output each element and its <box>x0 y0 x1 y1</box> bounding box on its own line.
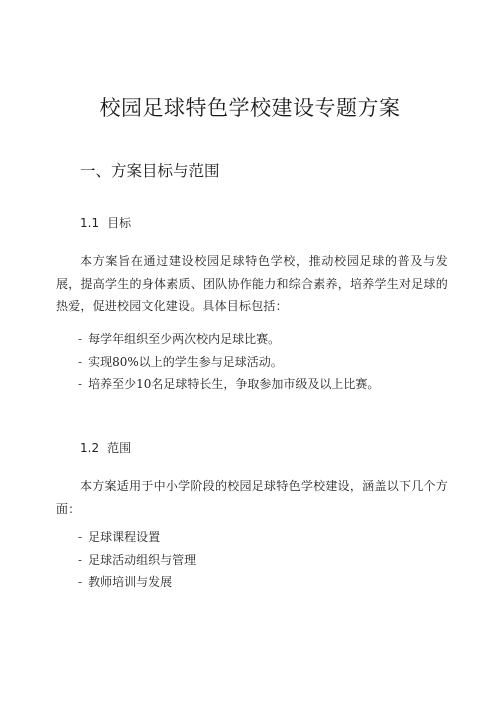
list-item-text: 培养至少10名足球特长生，争取参加市级及以上比赛。 <box>88 377 380 391</box>
subsection-title: 目标 <box>107 216 132 230</box>
section-heading-goals-scope: 一、方案目标与范围 <box>80 162 220 180</box>
bullet-dash: - <box>78 575 83 589</box>
subsection-title: 范围 <box>107 441 132 455</box>
bullet-dash: - <box>78 332 83 346</box>
bullet-dash: - <box>78 354 83 369</box>
subsection-number: 1.1 <box>80 216 100 230</box>
subsection-number: 1.2 <box>80 441 100 455</box>
list-item <box>78 571 196 594</box>
list-item-text: 足球活动组织与管理 <box>88 552 197 567</box>
list-item-text: 实现80%以上的学生参与足球活动。 <box>88 354 283 369</box>
scope-paragraph: 本方案适用于中小学阶段的校园足球特色学校建设，涵盖以下几个方面： <box>56 479 448 516</box>
list-item-text: 教师培训与发展 <box>88 575 173 589</box>
subsection-heading-goal <box>80 214 131 232</box>
goal-list <box>78 328 379 396</box>
list-item <box>78 549 196 572</box>
list-item <box>78 373 379 396</box>
list-item-text: 每学年组织至少两次校内足球比赛。 <box>88 332 281 346</box>
list-item <box>78 526 196 549</box>
subsection-heading-scope <box>80 439 131 457</box>
list-item <box>78 328 379 351</box>
scope-list <box>78 526 196 594</box>
goal-paragraph: 本方案旨在通过建设校园足球特色学校，推动校园足球的普及与发展，提高学生的身体素质、团队协作能力和综合素养，培养学生对足球的热爱，促进校园文化建设。具体目标包括： <box>56 254 448 313</box>
list-item-text: 足球课程设置 <box>88 530 161 544</box>
list-item <box>78 351 379 374</box>
bullet-dash: - <box>78 552 83 567</box>
document-title: 校园足球特色学校建设专题方案 <box>99 96 401 120</box>
bullet-dash: - <box>78 377 83 391</box>
bullet-dash: - <box>78 530 83 544</box>
